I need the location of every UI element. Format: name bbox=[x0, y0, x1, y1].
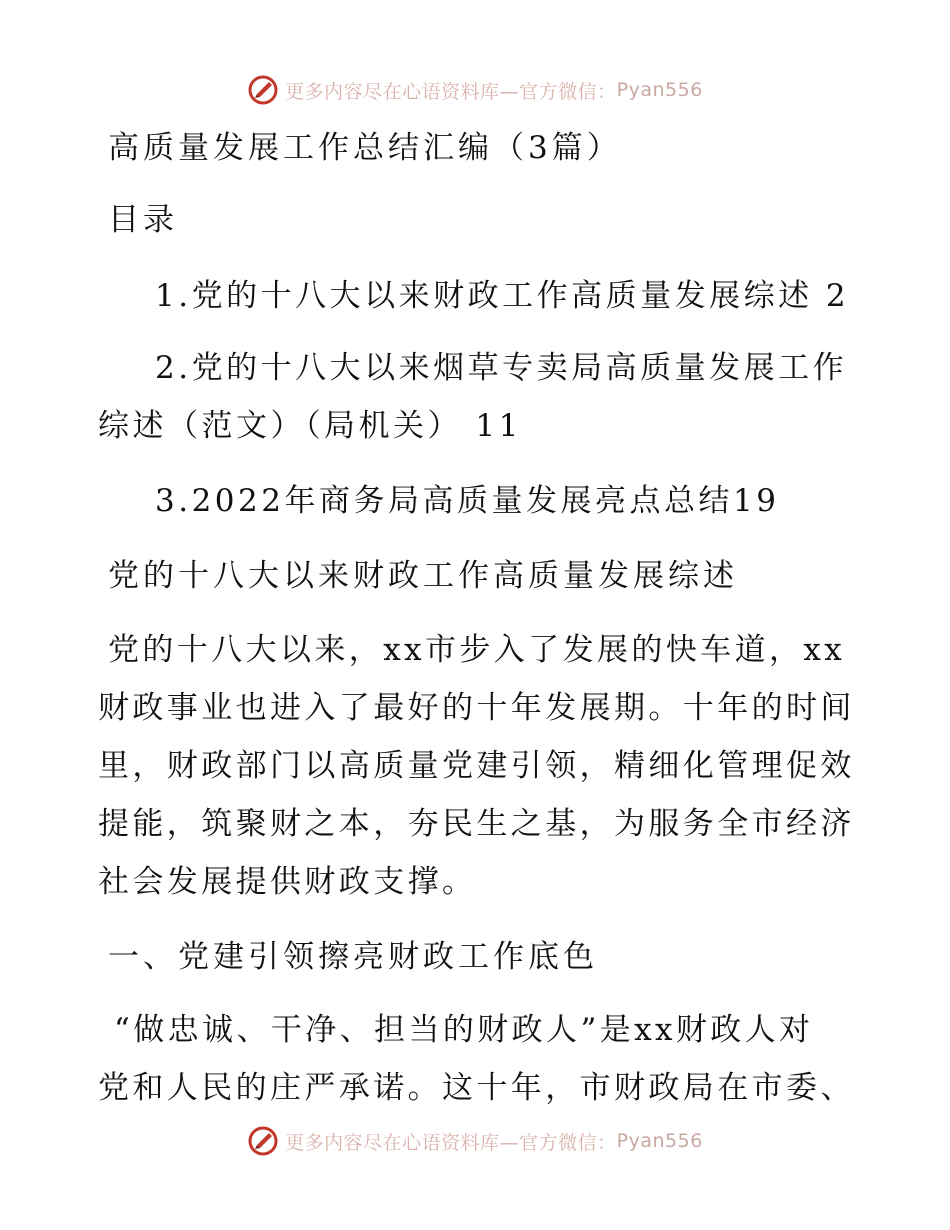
section-heading: 一、党建引领擦亮财政工作底色 bbox=[108, 939, 598, 975]
toc-heading: 目录 bbox=[108, 202, 178, 238]
watermark-wechat-id: Pyan556 bbox=[616, 1130, 703, 1152]
paragraph-line: 党和人民的庄严承诺。这十年，市财政局在市委、 bbox=[98, 1070, 855, 1106]
watermark-wechat-id: Pyan556 bbox=[616, 79, 703, 101]
paragraph-line: 里，财政部门以高质量党建引领，精细化管理促效 bbox=[98, 748, 855, 784]
paragraph-line: 财政事业也进入了最好的十年发展期。十年的时间 bbox=[98, 690, 855, 726]
watermark-text: 更多内容尽在心语资料库—官方微信： bbox=[285, 1131, 617, 1154]
toc-item-3: 3.2022年商务局高质量发展亮点总结19 bbox=[155, 483, 780, 519]
article-title: 党的十八大以来财政工作高质量发展综述 bbox=[108, 558, 738, 594]
heart-pen-logo-icon bbox=[247, 1125, 279, 1157]
watermark-text: 更多内容尽在心语资料库—官方微信： bbox=[285, 80, 617, 103]
toc-item-2-continued: 综述（范文）（局机关） 11 bbox=[98, 408, 522, 444]
watermark-footer bbox=[0, 1125, 950, 1157]
watermark-header bbox=[0, 74, 950, 106]
heart-pen-logo-icon bbox=[247, 74, 279, 106]
toc-item-1: 1.党的十八大以来财政工作高质量发展综述 2 bbox=[155, 278, 850, 314]
document-title: 高质量发展工作总结汇编（3篇） bbox=[108, 130, 622, 166]
paragraph-line: “做忠诚、干净、担当的财政人”是xx财政人对 bbox=[114, 1012, 814, 1048]
paragraph-line: 提能，筑聚财之本，夯民生之基，为服务全市经济 bbox=[98, 806, 855, 842]
toc-item-2: 2.党的十八大以来烟草专卖局高质量发展工作 bbox=[155, 350, 848, 386]
paragraph-line: 社会发展提供财政支撑。 bbox=[98, 864, 477, 900]
paragraph-line: 党的十八大以来，xx市步入了发展的快车道，xx bbox=[108, 632, 846, 668]
